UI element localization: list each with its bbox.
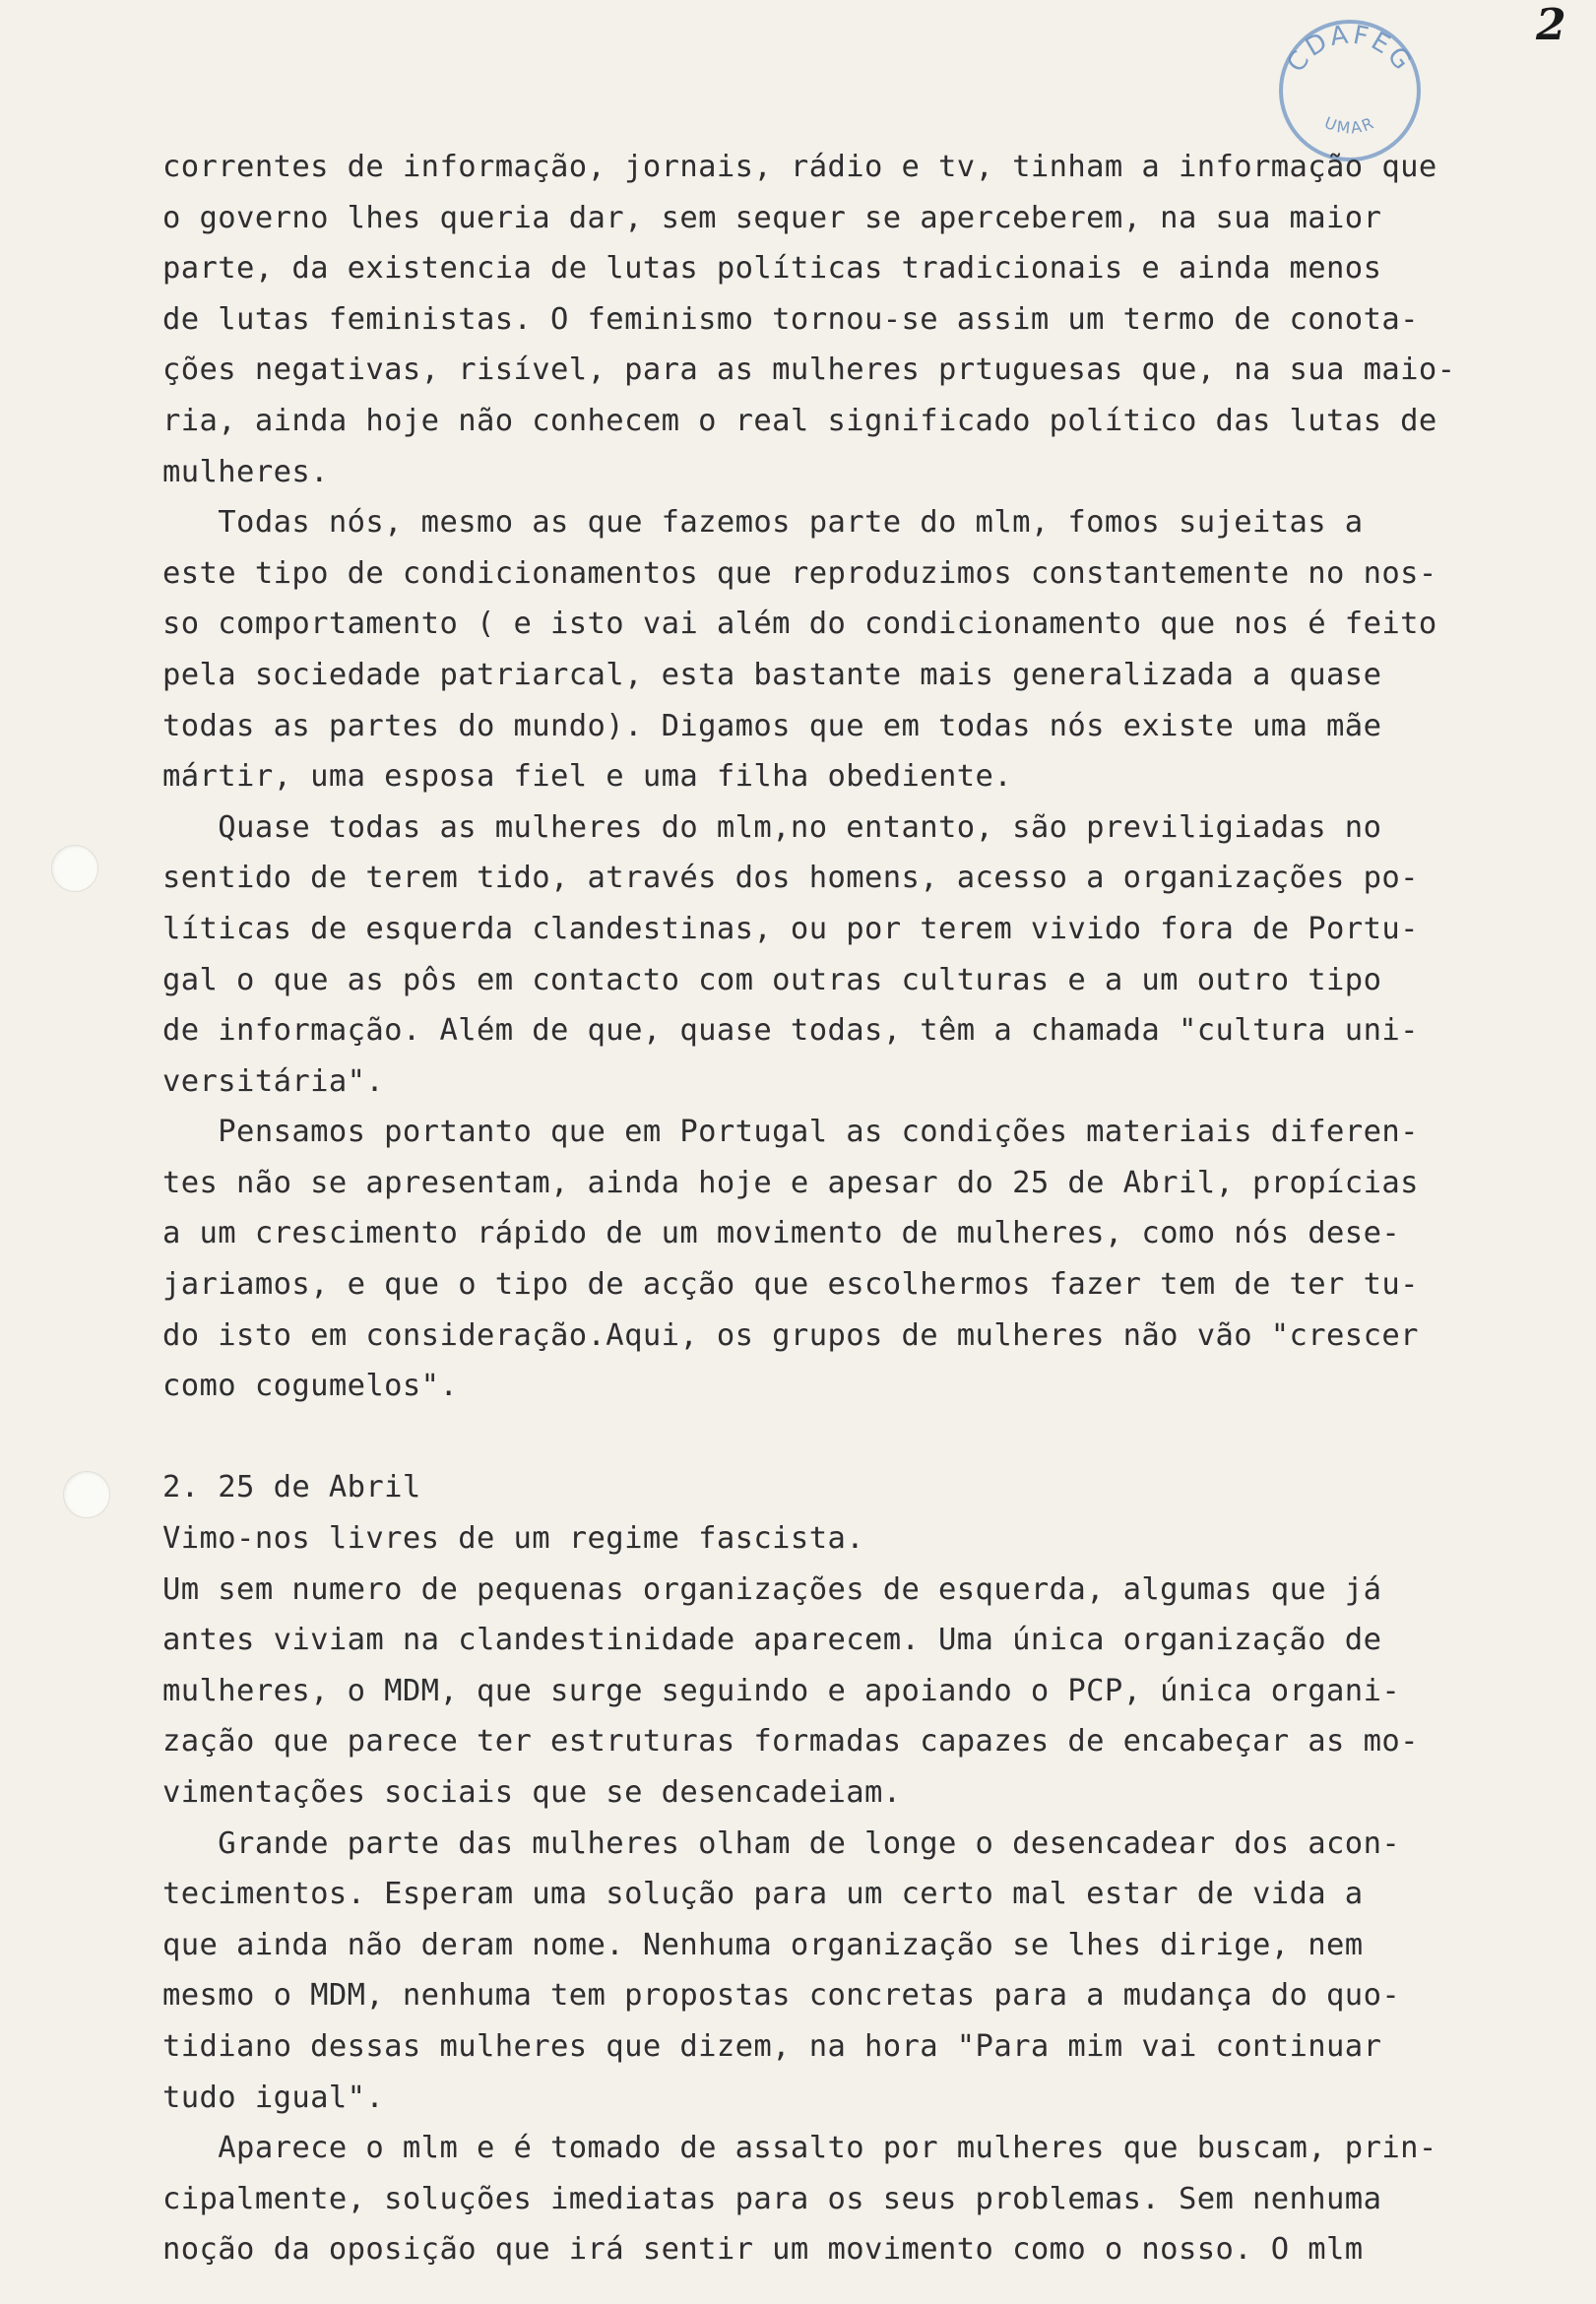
- text-line: de informação. Além de que, quase todas, têm a chamada "cultura uni-: [162, 1013, 1419, 1049]
- archive-stamp-icon: [1263, 8, 1436, 161]
- text-line: como cogumelos".: [162, 1369, 459, 1404]
- text-line: Quase todas as mulheres do mlm,no entanto, são previligiadas no: [162, 809, 1382, 845]
- text-line: Grande parte das mulheres olham de longe o desencadear dos acon-: [162, 1825, 1401, 1861]
- text-line: Aparece o mlm e é tomado de assalto por mulheres que buscam, prin-: [162, 2131, 1437, 2166]
- text-line: tecimentos. Esperam uma solução para um certo mal estar de vida a: [162, 1877, 1364, 1912]
- text-line: mulheres.: [162, 454, 329, 489]
- text-line: vimentações sociais que se desencadeiam.: [162, 1775, 902, 1810]
- text-line: Vimo-nos livres de um regime fascista.: [162, 1521, 864, 1557]
- text-line: mulheres, o MDM, que surge seguindo e apoiando o PCP, única organi-: [162, 1673, 1401, 1708]
- stamp-top-text: CDAFEG: [1281, 20, 1419, 79]
- text-line: este tipo de condicionamentos que reproduzimos constantemente no nos-: [162, 555, 1437, 591]
- text-line: a um crescimento rápido de um movimento de mulheres, como nós dese-: [162, 1216, 1401, 1251]
- text-line: correntes de informação, jornais, rádio e tv, tinham a informação que: [162, 150, 1437, 184]
- text-line: mártir, uma esposa fiel e uma filha obediente.: [162, 759, 1013, 795]
- text-line: jariamos, e que o tipo de acção que escolhermos fazer tem de ter tu-: [162, 1267, 1419, 1303]
- text-line: so comportamento ( e isto vai além do condicionamento que nos é feito: [162, 607, 1437, 642]
- text-line: parte, da existencia de lutas políticas tradicionais e ainda menos: [162, 251, 1382, 287]
- text-line: de lutas feministas. O feminismo tornou-se assim um termo de conota-: [162, 301, 1419, 337]
- punch-hole: [63, 1471, 110, 1518]
- text-line: líticas de esquerda clandestinas, ou por terem vivido fora de Portu-: [162, 911, 1419, 946]
- text-line: noção da oposição que irá sentir um movimento como o nosso. O mlm: [162, 2232, 1364, 2268]
- text-line: ria, ainda hoje não conhecem o real significado político das lutas de: [162, 403, 1437, 438]
- svg-text:CDAFEG: [1281, 20, 1418, 78]
- page-number: 2: [1536, 0, 1566, 50]
- text-line: sentido de terem tido, através dos homens, acesso a organizações po-: [162, 861, 1419, 896]
- stamp-bottom-text: UMAR: [1321, 112, 1378, 138]
- text-line: tudo igual".: [162, 2080, 385, 2115]
- text-line: zação que parece ter estruturas formadas capazes de encabeçar as mo-: [162, 1724, 1419, 1760]
- text-line: ções negativas, risível, para as mulheres prtuguesas que, na sua maio-: [162, 352, 1456, 388]
- typewritten-text: [162, 142, 1561, 2275]
- text-line: Pensamos portanto que em Portugal as condições materiais diferen-: [162, 1115, 1419, 1150]
- text-line: gal o que as pôs em contacto com outras culturas e a um outro tipo: [162, 962, 1382, 997]
- text-line: 2. 25 de Abril: [162, 1470, 421, 1505]
- text-line: do isto em consideração.Aqui, os grupos de mulheres não vão "crescer: [162, 1317, 1419, 1353]
- text-line: que ainda não deram nome. Nenhuma organização se lhes dirige, nem: [162, 1927, 1364, 1962]
- text-line: Todas nós, mesmo as que fazemos parte do mlm, fomos sujeitas a: [162, 505, 1364, 541]
- text-line: o governo lhes queria dar, sem sequer se aperceberem, na sua maior: [162, 200, 1382, 235]
- punch-hole: [51, 845, 98, 892]
- text-line: pela sociedade patriarcal, esta bastante mais generalizada a quase: [162, 657, 1382, 692]
- text-line: mesmo o MDM, nenhuma tem propostas concretas para a mudança do quo-: [162, 1978, 1401, 2014]
- svg-text:UMAR: [1322, 113, 1378, 138]
- text-line: Um sem numero de pequenas organizações de esquerda, algumas que já: [162, 1571, 1382, 1607]
- text-line: antes viviam na clandestinidade aparecem. Uma única organização de: [162, 1623, 1382, 1658]
- text-line: todas as partes do mundo). Digamos que em todas nós existe uma mãe: [162, 708, 1382, 743]
- text-line: versitária".: [162, 1063, 385, 1099]
- text-line: tes não se apresentam, ainda hoje e apesar do 25 de Abril, propícias: [162, 1165, 1419, 1200]
- text-line: tidiano dessas mulheres que dizem, na hora "Para mim vai continuar: [162, 2028, 1382, 2064]
- text-line: cipalmente, soluções imediatas para os seus problemas. Sem nenhuma: [162, 2181, 1382, 2216]
- text-line: [162, 1412, 1561, 1463]
